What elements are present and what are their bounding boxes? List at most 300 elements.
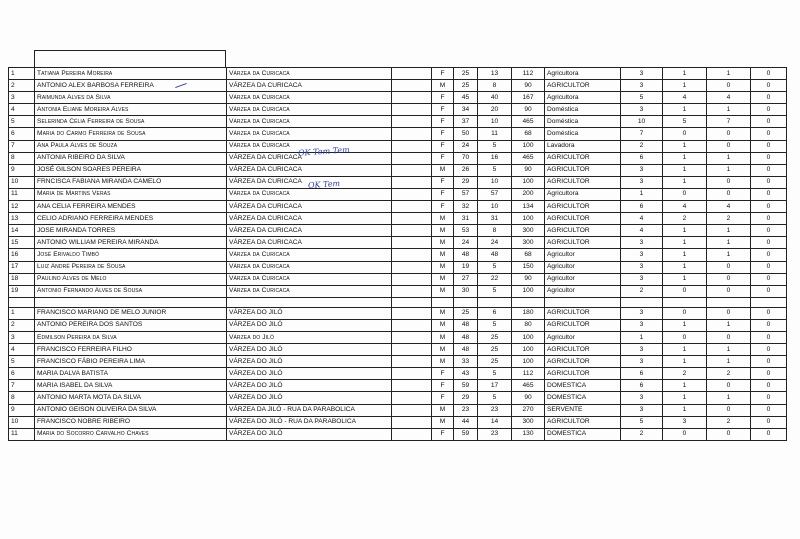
cell-sex: M xyxy=(432,237,454,249)
cell-loc: Várzea da Curicaca xyxy=(227,92,392,104)
cell-g: 0 xyxy=(751,380,787,392)
blank-cell xyxy=(751,297,787,307)
cell-n: 15 xyxy=(9,237,35,249)
blank-cell xyxy=(9,297,35,307)
blank-cell xyxy=(545,297,621,307)
table-row xyxy=(9,344,787,356)
cell-e: 1 xyxy=(663,80,707,92)
cell-e: 1 xyxy=(663,164,707,176)
table-body xyxy=(9,68,787,441)
table-row xyxy=(9,104,787,116)
blank-cell xyxy=(707,297,751,307)
blank-cell xyxy=(432,297,454,307)
cell-sex: F xyxy=(432,201,454,213)
cell-a: 43 xyxy=(454,368,478,380)
cell-d: 3 xyxy=(621,68,663,80)
cell-e: 4 xyxy=(663,201,707,213)
cell-b: 25 xyxy=(478,356,512,368)
blank-cell xyxy=(392,344,432,356)
cell-sex: M xyxy=(432,319,454,331)
cell-a: 37 xyxy=(454,116,478,128)
cell-e: 1 xyxy=(663,273,707,285)
cell-occ: SERVENTE xyxy=(545,404,621,416)
blank-cell xyxy=(392,128,432,140)
cell-a: 59 xyxy=(454,380,478,392)
cell-f: 1 xyxy=(707,344,751,356)
cell-a: 25 xyxy=(454,68,478,80)
cell-e: 1 xyxy=(663,249,707,261)
cell-occ: AGRICULTOR xyxy=(545,176,621,188)
cell-b: 10 xyxy=(478,201,512,213)
cell-g: 0 xyxy=(751,356,787,368)
cell-loc: Várzea da Curicaca xyxy=(227,261,392,273)
cell-g: 0 xyxy=(751,344,787,356)
cell-b: 23 xyxy=(478,428,512,440)
cell-sex: F xyxy=(432,140,454,152)
cell-n: 11 xyxy=(9,428,35,440)
cell-b: 8 xyxy=(478,80,512,92)
cell-g: 0 xyxy=(751,188,787,200)
cell-n: 3 xyxy=(9,92,35,104)
cell-f: 4 xyxy=(707,201,751,213)
table-row xyxy=(9,331,787,343)
cell-loc: Várzea da Curicaca xyxy=(227,140,392,152)
cell-d: 6 xyxy=(621,380,663,392)
cell-name: ANA CELIA FERREIRA MENDES xyxy=(35,201,227,213)
cell-d: 3 xyxy=(621,307,663,319)
cell-f: 1 xyxy=(707,356,751,368)
cell-d: 1 xyxy=(621,188,663,200)
cell-g: 0 xyxy=(751,307,787,319)
cell-e: 1 xyxy=(663,140,707,152)
cell-occ: Agricultor xyxy=(545,285,621,297)
cell-name: ANTONIO ALEX BARBOSA FERREIRA xyxy=(35,80,227,92)
cell-e: 1 xyxy=(663,68,707,80)
cell-d: 3 xyxy=(621,392,663,404)
blank-cell xyxy=(478,297,512,307)
cell-c: 90 xyxy=(512,80,545,92)
cell-loc: Várzea da Curicaca xyxy=(227,116,392,128)
cell-name: Antonio Fernando Alves de Sousa xyxy=(35,285,227,297)
cell-b: 6 xyxy=(478,307,512,319)
handwritten-note: OK Tem Tem xyxy=(297,145,350,158)
cell-occ: AGRICULTOR xyxy=(545,164,621,176)
cell-sex: F xyxy=(432,152,454,164)
cell-c: 80 xyxy=(512,319,545,331)
table-row xyxy=(9,261,787,273)
cell-a: 25 xyxy=(454,80,478,92)
table-row xyxy=(9,249,787,261)
cell-b: 16 xyxy=(478,152,512,164)
cell-occ: AGRICULTOR xyxy=(545,307,621,319)
cell-b: 25 xyxy=(478,344,512,356)
cell-loc: VÁRZEA DO JILÓ xyxy=(227,356,392,368)
blank-cell xyxy=(392,404,432,416)
cell-name: Selerinda Célia Ferreira de Sousa xyxy=(35,116,227,128)
cell-f: 2 xyxy=(707,213,751,225)
cell-n: 7 xyxy=(9,380,35,392)
table-row xyxy=(9,116,787,128)
cell-c: 100 xyxy=(512,176,545,188)
cell-occ: AGRICULTOR xyxy=(545,237,621,249)
cell-f: 4 xyxy=(707,92,751,104)
cell-a: 34 xyxy=(454,104,478,116)
cell-loc: Várzea do Jiló xyxy=(227,331,392,343)
cell-c: 270 xyxy=(512,404,545,416)
cell-name: MARIA DALVA BATISTA xyxy=(35,368,227,380)
cell-a: 44 xyxy=(454,416,478,428)
cell-a: 27 xyxy=(454,273,478,285)
cell-d: 3 xyxy=(621,344,663,356)
cell-d: 5 xyxy=(621,416,663,428)
blank-cell xyxy=(392,297,432,307)
cell-f: 0 xyxy=(707,188,751,200)
table-row xyxy=(9,319,787,331)
blank-cell xyxy=(392,261,432,273)
cell-occ: Agricultor xyxy=(545,273,621,285)
cell-loc: VÁRZEA DA CURICACA xyxy=(227,164,392,176)
cell-occ: AGRICULTOR xyxy=(545,201,621,213)
cell-occ: AGRICULTOR xyxy=(545,319,621,331)
cell-d: 10 xyxy=(621,116,663,128)
cell-e: 4 xyxy=(663,92,707,104)
cell-name: ANTONIO MARTA MOTA DA SILVA xyxy=(35,392,227,404)
cell-d: 2 xyxy=(621,428,663,440)
cell-f: 0 xyxy=(707,331,751,343)
cell-f: 0 xyxy=(707,285,751,297)
cell-e: 0 xyxy=(663,188,707,200)
cell-name: JOSÉ GILSON SOARES PEREIRA xyxy=(35,164,227,176)
cell-n: 7 xyxy=(9,140,35,152)
cell-d: 3 xyxy=(621,176,663,188)
cell-c: 100 xyxy=(512,213,545,225)
table-row xyxy=(9,80,787,92)
cell-e: 1 xyxy=(663,404,707,416)
cell-n: 12 xyxy=(9,201,35,213)
cell-a: 24 xyxy=(454,237,478,249)
cell-loc: VÁRZEA DA CURICACA xyxy=(227,176,392,188)
cell-f: 0 xyxy=(707,273,751,285)
blank-cell xyxy=(392,319,432,331)
cell-name: Edmilson Pereira da Silva xyxy=(35,331,227,343)
cell-occ: AGRICULTOR xyxy=(545,80,621,92)
cell-sex: M xyxy=(432,273,454,285)
cell-occ: Doméstica xyxy=(545,128,621,140)
cell-c: 100 xyxy=(512,331,545,343)
cell-sex: M xyxy=(432,344,454,356)
cell-name: Paulino Alves de Melo xyxy=(35,273,227,285)
cell-n: 5 xyxy=(9,356,35,368)
cell-g: 0 xyxy=(751,152,787,164)
cell-a: 32 xyxy=(454,201,478,213)
cell-n: 8 xyxy=(9,392,35,404)
cell-d: 2 xyxy=(621,140,663,152)
cell-e: 3 xyxy=(663,416,707,428)
cell-sex: M xyxy=(432,356,454,368)
cell-f: 1 xyxy=(707,392,751,404)
blank-cell xyxy=(392,428,432,440)
cell-loc: VÁRZEA DO JILÓ xyxy=(227,307,392,319)
cell-occ: Agricultor xyxy=(545,261,621,273)
blank-cell xyxy=(392,416,432,428)
table-row xyxy=(9,140,787,152)
cell-f: 0 xyxy=(707,80,751,92)
cell-c: 100 xyxy=(512,344,545,356)
cell-g: 0 xyxy=(751,68,787,80)
separator-row xyxy=(9,297,787,307)
blank-cell xyxy=(454,297,478,307)
table-row xyxy=(9,307,787,319)
blank-cell xyxy=(392,273,432,285)
cell-loc: VÁRZEA DO JILÓ xyxy=(227,428,392,440)
cell-a: 24 xyxy=(454,140,478,152)
cell-name: Maria de Martins Veras xyxy=(35,188,227,200)
cell-n: 17 xyxy=(9,261,35,273)
cell-n: 3 xyxy=(9,331,35,343)
cell-n: 10 xyxy=(9,416,35,428)
cell-c: 465 xyxy=(512,380,545,392)
cell-f: 1 xyxy=(707,104,751,116)
cell-b: 22 xyxy=(478,273,512,285)
cell-n: 2 xyxy=(9,80,35,92)
cell-c: 465 xyxy=(512,152,545,164)
blank-cell xyxy=(392,140,432,152)
cell-b: 5 xyxy=(478,319,512,331)
cell-occ: Agricultora xyxy=(545,188,621,200)
cell-c: 112 xyxy=(512,68,545,80)
blank-cell xyxy=(392,356,432,368)
blank-cell xyxy=(392,201,432,213)
cell-a: 30 xyxy=(454,285,478,297)
blank-cell xyxy=(392,249,432,261)
cell-d: 2 xyxy=(621,285,663,297)
cell-g: 0 xyxy=(751,213,787,225)
cell-loc: VÁRZEA DA JILÓ - RUA DA PARABOLICA xyxy=(227,404,392,416)
household-survey-table xyxy=(8,67,787,441)
cell-loc: VÁRZEA DO JILÓ xyxy=(227,380,392,392)
cell-a: 23 xyxy=(454,404,478,416)
cell-sex: M xyxy=(432,416,454,428)
cell-sex: M xyxy=(432,307,454,319)
cell-name: ANTONIO GEISON OLIVEIRA DA SILVA xyxy=(35,404,227,416)
cell-occ: AGRICULTOR xyxy=(545,356,621,368)
cell-d: 3 xyxy=(621,237,663,249)
cell-b: 5 xyxy=(478,140,512,152)
cell-g: 0 xyxy=(751,285,787,297)
blank-cell xyxy=(392,116,432,128)
cell-g: 0 xyxy=(751,104,787,116)
table-row xyxy=(9,237,787,249)
cell-sex: F xyxy=(432,128,454,140)
cell-d: 3 xyxy=(621,249,663,261)
cell-e: 0 xyxy=(663,331,707,343)
table-row xyxy=(9,188,787,200)
cell-name: FRANCISCO NOBRE RIBEIRO xyxy=(35,416,227,428)
cell-f: 2 xyxy=(707,416,751,428)
blank-cell xyxy=(663,297,707,307)
cell-b: 10 xyxy=(478,116,512,128)
cell-g: 0 xyxy=(751,428,787,440)
cell-c: 68 xyxy=(512,128,545,140)
cell-g: 0 xyxy=(751,140,787,152)
cell-g: 0 xyxy=(751,237,787,249)
cell-n: 6 xyxy=(9,368,35,380)
cell-sex: F xyxy=(432,392,454,404)
table-row xyxy=(9,213,787,225)
blank-cell xyxy=(35,297,227,307)
cell-a: 29 xyxy=(454,392,478,404)
cell-b: 5 xyxy=(478,164,512,176)
cell-g: 0 xyxy=(751,128,787,140)
blank-cell xyxy=(392,368,432,380)
cell-n: 6 xyxy=(9,128,35,140)
cell-name: MARIA ISABEL DA SILVA xyxy=(35,380,227,392)
cell-b: 10 xyxy=(478,176,512,188)
cell-n: 16 xyxy=(9,249,35,261)
cell-sex: M xyxy=(432,213,454,225)
table-row xyxy=(9,152,787,164)
blank-cell xyxy=(227,297,392,307)
cell-sex: F xyxy=(432,380,454,392)
cell-occ: Doméstica xyxy=(545,104,621,116)
cell-occ: DOMESTICA xyxy=(545,380,621,392)
cell-c: 150 xyxy=(512,261,545,273)
table-row xyxy=(9,404,787,416)
cell-b: 24 xyxy=(478,237,512,249)
cell-b: 5 xyxy=(478,368,512,380)
cell-g: 0 xyxy=(751,416,787,428)
cell-c: 200 xyxy=(512,188,545,200)
blank-cell xyxy=(392,331,432,343)
cell-n: 18 xyxy=(9,273,35,285)
cell-loc: Várzea da Curicaca xyxy=(227,273,392,285)
cell-n: 19 xyxy=(9,285,35,297)
cell-loc: Várzea da Curicaca xyxy=(227,128,392,140)
cell-e: 0 xyxy=(663,128,707,140)
cell-e: 2 xyxy=(663,213,707,225)
cell-d: 3 xyxy=(621,164,663,176)
cell-n: 4 xyxy=(9,104,35,116)
blank-cell xyxy=(621,297,663,307)
cell-e: 1 xyxy=(663,225,707,237)
cell-b: 5 xyxy=(478,392,512,404)
cell-d: 5 xyxy=(621,92,663,104)
cell-a: 50 xyxy=(454,128,478,140)
cell-loc: VÁRZEA DA CURICACA xyxy=(227,201,392,213)
handwritten-note: OK Tem xyxy=(307,178,341,191)
cell-name: Raimunda Alves da Silva xyxy=(35,92,227,104)
cell-loc: VÁRZEA DA CURICACA xyxy=(227,213,392,225)
cell-e: 1 xyxy=(663,392,707,404)
cell-f: 0 xyxy=(707,140,751,152)
cell-b: 57 xyxy=(478,188,512,200)
cell-f: 2 xyxy=(707,368,751,380)
cell-e: 0 xyxy=(663,307,707,319)
cell-e: 1 xyxy=(663,261,707,273)
cell-e: 1 xyxy=(663,104,707,116)
cell-e: 1 xyxy=(663,380,707,392)
cell-g: 0 xyxy=(751,225,787,237)
cell-loc: VÁRZEA DO JILÓ xyxy=(227,344,392,356)
cell-g: 0 xyxy=(751,176,787,188)
cell-d: 3 xyxy=(621,273,663,285)
cell-d: 6 xyxy=(621,368,663,380)
cell-a: 25 xyxy=(454,307,478,319)
cell-occ: DOMESTICA xyxy=(545,428,621,440)
cell-a: 19 xyxy=(454,261,478,273)
cell-name: JOSE MIRANDA TORRES xyxy=(35,225,227,237)
cell-loc: Várzea da Curicaca xyxy=(227,104,392,116)
cell-b: 40 xyxy=(478,92,512,104)
blank-cell xyxy=(392,213,432,225)
cell-g: 0 xyxy=(751,261,787,273)
cell-d: 1 xyxy=(621,331,663,343)
cell-c: 180 xyxy=(512,307,545,319)
cell-sex: F xyxy=(432,176,454,188)
cell-loc: VÁRZEA DO JILÓ xyxy=(227,319,392,331)
cell-g: 0 xyxy=(751,404,787,416)
blank-cell xyxy=(392,176,432,188)
cell-occ: Doméstica xyxy=(545,116,621,128)
cell-name: ANTONIA RIBEIRO DA SILVA xyxy=(35,152,227,164)
cell-d: 3 xyxy=(621,356,663,368)
cell-c: 90 xyxy=(512,392,545,404)
blank-cell xyxy=(392,80,432,92)
cell-d: 3 xyxy=(621,80,663,92)
cell-c: 90 xyxy=(512,273,545,285)
cell-occ: AGRICULTOR xyxy=(545,344,621,356)
cell-sex: F xyxy=(432,188,454,200)
cell-loc: VÁRZEA DO JILÓ xyxy=(227,392,392,404)
table-row xyxy=(9,380,787,392)
cell-sex: F xyxy=(432,428,454,440)
cell-a: 70 xyxy=(454,152,478,164)
cell-d: 3 xyxy=(621,404,663,416)
cell-loc: VÁRZEA DA CURICACA xyxy=(227,80,392,92)
cell-b: 11 xyxy=(478,128,512,140)
cell-f: 0 xyxy=(707,380,751,392)
cell-occ: AGRICULTOR xyxy=(545,152,621,164)
cell-occ: Agricultor xyxy=(545,249,621,261)
cell-b: 8 xyxy=(478,225,512,237)
cell-sex: M xyxy=(432,80,454,92)
cell-n: 1 xyxy=(9,68,35,80)
cell-c: 465 xyxy=(512,116,545,128)
cell-loc: VÁRZEA DA CURICACA xyxy=(227,237,392,249)
cell-occ: Lavadora xyxy=(545,140,621,152)
cell-a: 48 xyxy=(454,249,478,261)
cell-loc: VÁRZEA DO JILÓ xyxy=(227,368,392,380)
cell-name: FRNCISCA FABIANA MIRANDA CAMELO xyxy=(35,176,227,188)
table-row xyxy=(9,176,787,188)
table-row xyxy=(9,392,787,404)
cell-sex: M xyxy=(432,225,454,237)
cell-e: 2 xyxy=(663,368,707,380)
cell-b: 17 xyxy=(478,380,512,392)
cell-name: Luiz André Pereira de Sousa xyxy=(35,261,227,273)
table-row xyxy=(9,92,787,104)
cell-e: 1 xyxy=(663,152,707,164)
cell-g: 0 xyxy=(751,92,787,104)
table-row xyxy=(9,356,787,368)
cell-g: 0 xyxy=(751,392,787,404)
empty-header-cell xyxy=(34,50,226,68)
cell-sex: M xyxy=(432,331,454,343)
cell-n: 9 xyxy=(9,164,35,176)
cell-occ: Agricultora xyxy=(545,92,621,104)
table-row xyxy=(9,164,787,176)
cell-n: 5 xyxy=(9,116,35,128)
